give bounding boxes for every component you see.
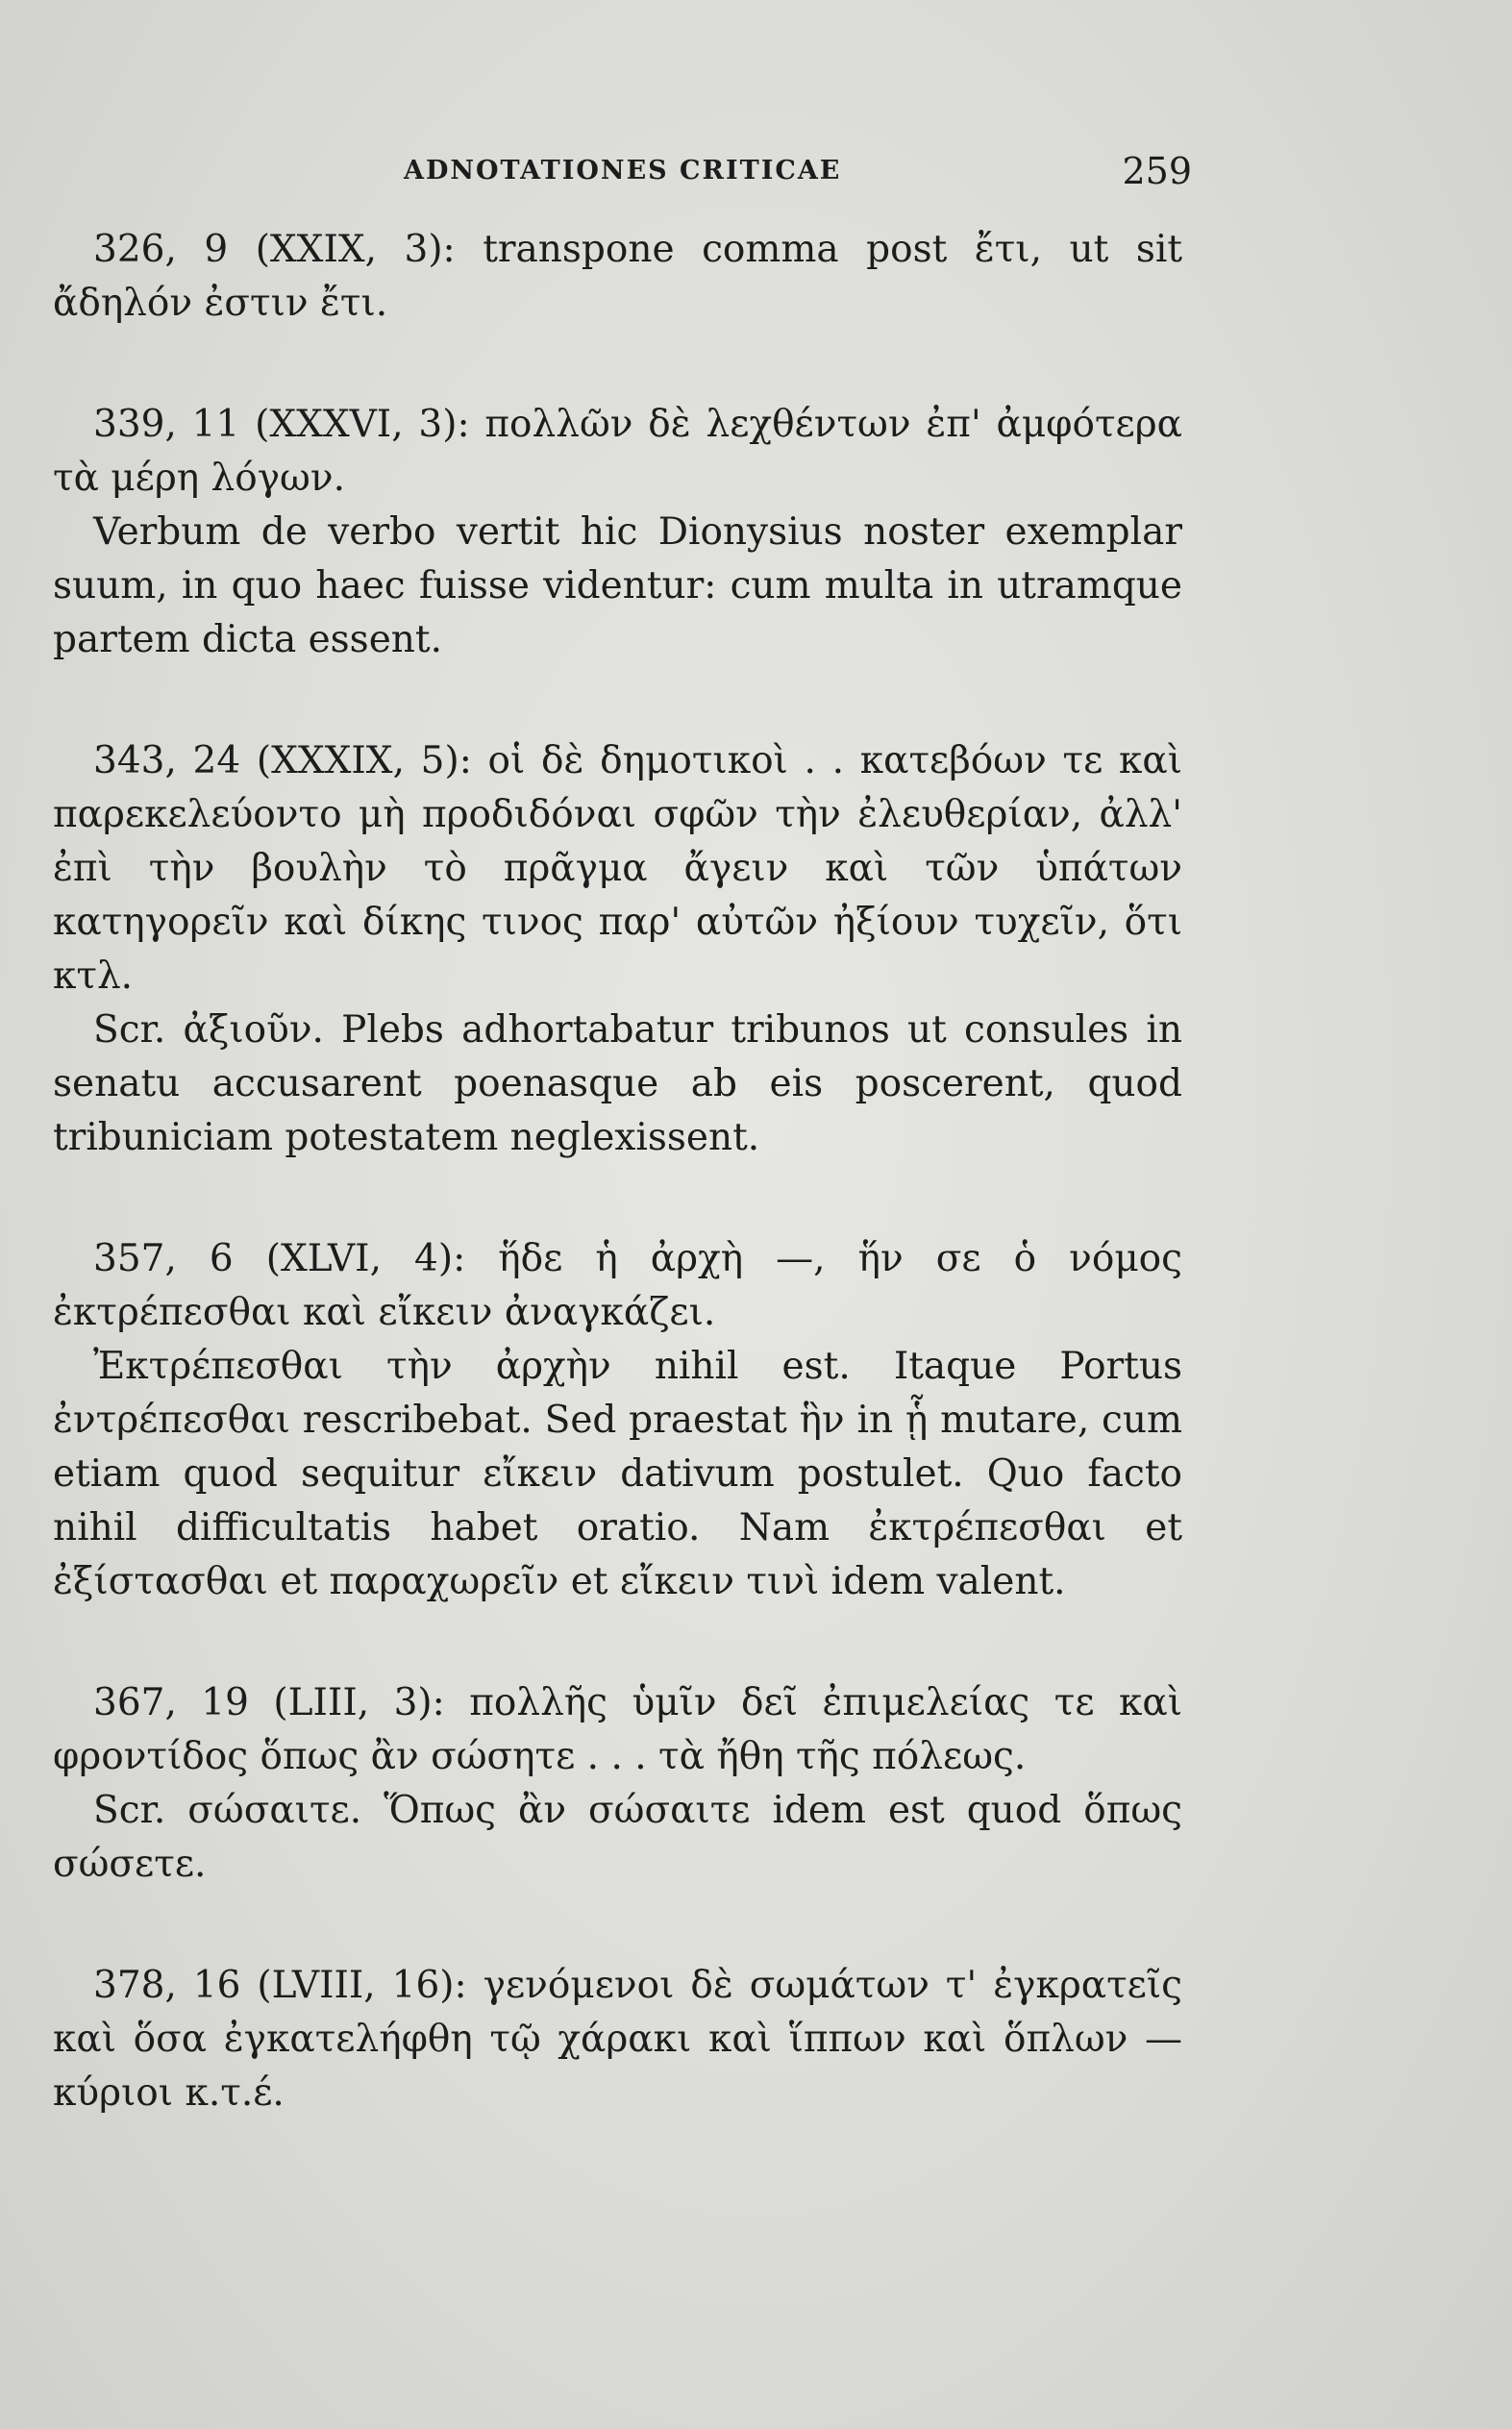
note-lemma: 367, 19 (LIII, 3): πολλῆς ὑμῖν δεῖ ἐπιμελείας τε καὶ φροντίδος ὅπως ἂν σώσητε . . . τὰ ἤθη τῆς πόλεως. [53,1681,1182,1778]
page-number: 259 [1122,150,1192,192]
note-367 [53,1676,1182,1892]
note-comment: Scr. ἀξιοῦν. Plebs adhortabatur tribunos ut consules in senatu accusarent poenasque ab eis poscerent, quod tribuniciam potestatem neglexissent. [53,1008,1182,1159]
page-header [404,150,1192,194]
note-339 [53,398,1182,667]
running-head: ADNOTATIONES CRITICAE [404,156,842,186]
critical-notes [53,223,1182,2188]
note-lemma: 378, 16 (LVIII, 16): γενόμενοι δὲ σωμάτων τ' ἐγκρατεῖς καὶ ὅσα ἐγκατελήφθη τῷ χάρακι καὶ ἵππων καὶ ὅπλων — κύριοι κ.τ.έ. [53,1964,1182,2115]
note-comment: Scr. σώσαιτε. Ὅπως ἂν σώσαιτε idem est quod ὅπως σώσετε. [53,1789,1182,1886]
note-378 [53,1959,1182,2120]
note-lemma: 326, 9 (XXIX, 3): transpone comma post ἔτι, ut sit ἄδηλόν ἐστιν ἔτι. [53,228,1182,325]
note-326 [53,223,1182,331]
note-343 [53,734,1182,1165]
note-comment: Verbum de verbo vertit hic Dionysius noster exemplar suum, in quo haec fuisse videntur: cum multa in utramque partem dicta essent. [53,510,1182,661]
note-lemma: 339, 11 (XXXVI, 3): πολλῶν δὲ λεχθέντων ἐπ' ἀμφότερα τὰ μέρη λόγων. [53,403,1182,500]
note-comment: Ἐκτρέπεσθαι τὴν ἀρχὴν nihil est. Itaque Portus ἐντρέπεσθαι rescribebat. Sed praestat ἣν in ᾗ mutare, cum etiam quod sequitur εἴκειν dativum postulet. Quo facto nihil difficultatis habet oratio. Nam ἐκτρέπεσθαι et ἐξίστασθαι et παραχωρεῖν et εἴκειν τινὶ idem valent. [53,1345,1182,1603]
note-lemma: 343, 24 (XXXIX, 5): οἱ δὲ δημοτικοὶ . . κατεβόων τε καὶ παρεκελεύοντο μὴ προδιδόναι σφῶν τὴν ἐλευθερίαν, ἀλλ' ἐπὶ τὴν βουλὴν τὸ πρᾶγμα ἄγειν καὶ τῶν ὑπάτων κατηγορεῖν καὶ δίκης τινος παρ' αὐτῶν ἠξίουν τυχεῖν, ὅτι κτλ. [53,739,1182,998]
note-357 [53,1232,1182,1609]
note-lemma: 357, 6 (XLVI, 4): ἥδε ἡ ἀρχὴ —, ἥν σε ὁ νόμος ἐκτρέπεσθαι καὶ εἴκειν ἀναγκάζει. [53,1237,1182,1334]
